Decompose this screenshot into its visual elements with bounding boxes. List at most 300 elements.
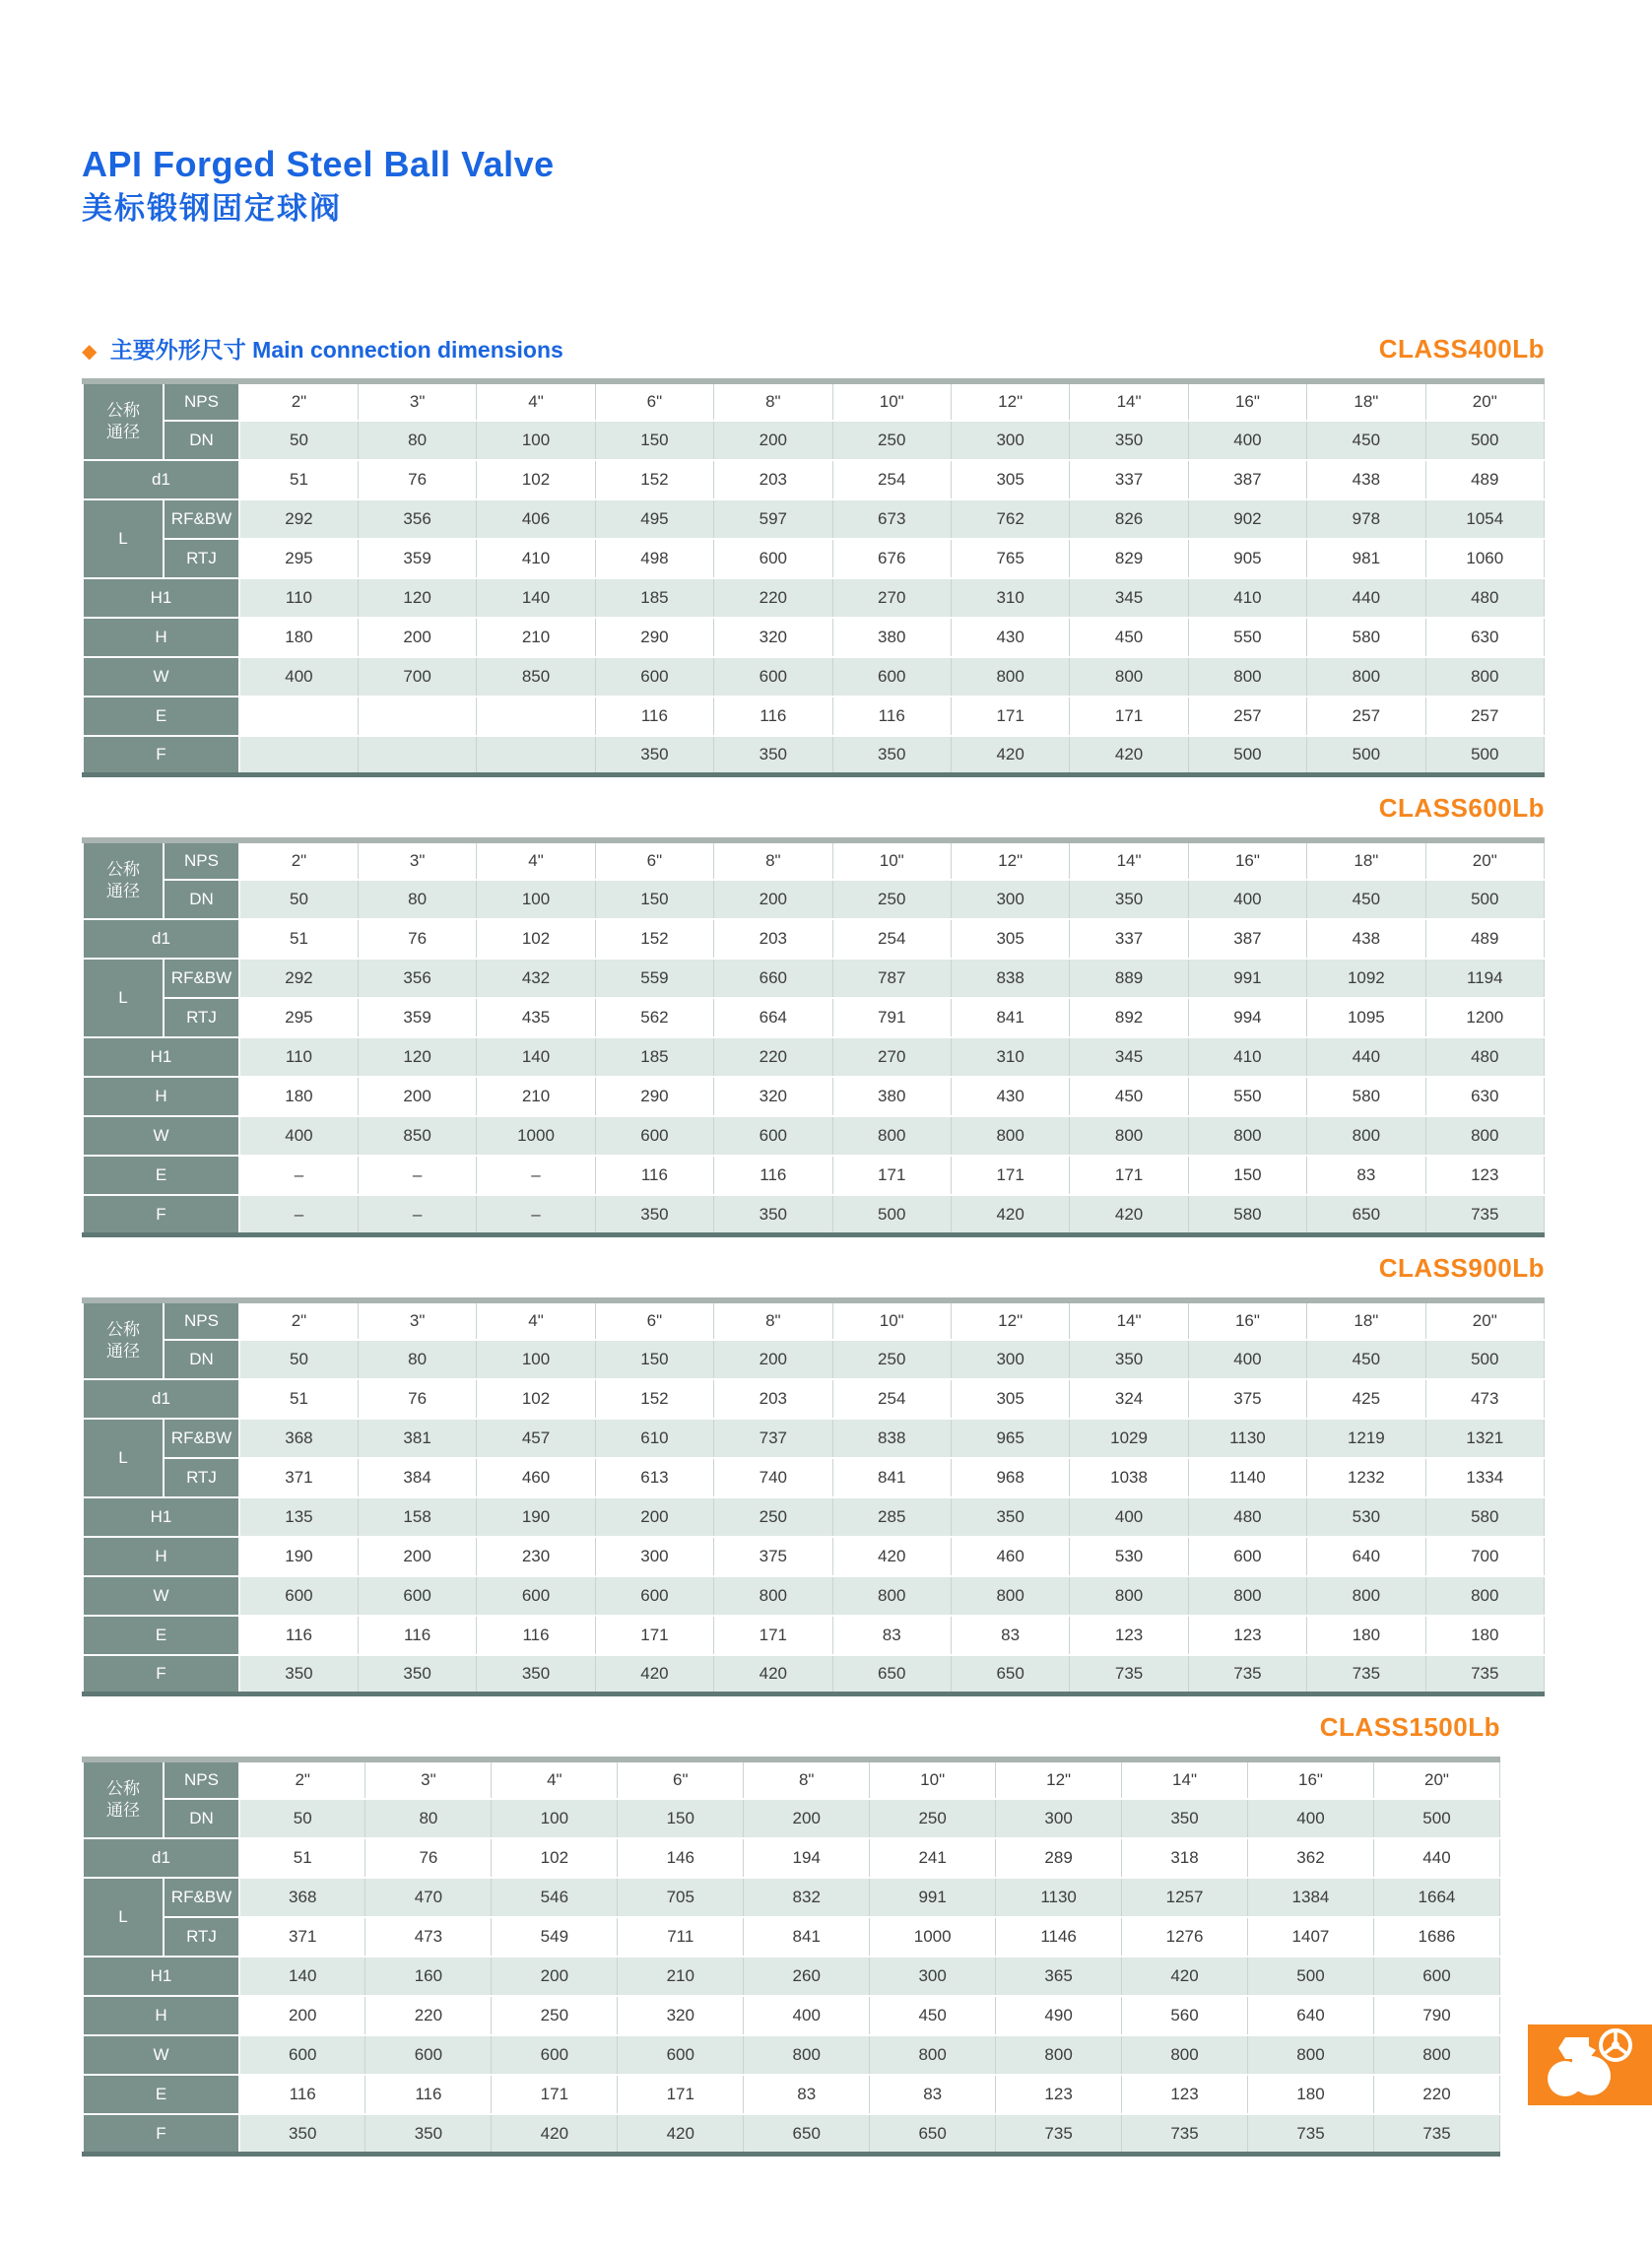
dim-cell: 102 — [477, 919, 595, 959]
dim-cell: 171 — [714, 1616, 832, 1655]
dim-cell: 1130 — [1188, 1419, 1306, 1458]
dim-cell: 600 — [832, 657, 951, 697]
dim-cell: 1000 — [477, 1116, 595, 1156]
table-row — [83, 959, 1545, 998]
dim-cell: 359 — [358, 539, 476, 578]
dim-cell: 203 — [714, 919, 832, 959]
dim-cell: 400 — [1070, 1497, 1188, 1537]
table-row — [83, 1957, 1500, 1996]
row-label-nominal-diameter: 公称 通径 — [83, 840, 164, 919]
row-label-h: H — [83, 618, 239, 657]
dim-cell: – — [239, 1195, 358, 1234]
row-label-h1: H1 — [83, 1037, 239, 1077]
dim-cell: 116 — [595, 697, 713, 736]
row-label-e: E — [83, 1616, 239, 1655]
dim-cell: 800 — [870, 2035, 996, 2075]
dim-cell: 76 — [358, 460, 476, 499]
dim-cell: 220 — [714, 1037, 832, 1077]
dim-cell: 800 — [1307, 657, 1425, 697]
dim-cell: 241 — [870, 1838, 996, 1878]
row-label-rf-bw: RF&BW — [164, 1878, 239, 1917]
dim-cell: 185 — [595, 1037, 713, 1077]
dim-cell: 800 — [951, 1576, 1069, 1616]
dim-cell: 500 — [832, 1195, 951, 1234]
table-row — [83, 1996, 1500, 2035]
dim-cell: 562 — [595, 998, 713, 1037]
dim-cell: 841 — [832, 1458, 951, 1497]
dim-cell: 2" — [239, 1300, 358, 1340]
table-row — [83, 1759, 1500, 1799]
dim-cell: 500 — [1248, 1957, 1374, 1996]
dim-cell: 991 — [870, 1878, 996, 1917]
dim-cell: 800 — [1070, 1116, 1188, 1156]
dim-cell: 300 — [870, 1957, 996, 1996]
dim-cell: 400 — [1188, 880, 1306, 919]
dim-cell: 400 — [744, 1996, 870, 2035]
table-row — [83, 840, 1545, 880]
dim-cell: 289 — [996, 1838, 1122, 1878]
dim-cell: 800 — [1248, 2035, 1374, 2075]
dim-cell: 200 — [714, 1340, 832, 1379]
page-title-chinese: 美标锻钢固定球阀 — [82, 190, 342, 226]
dim-cell: 200 — [239, 1996, 365, 2035]
dim-cell: 257 — [1307, 697, 1425, 736]
dim-cell: 320 — [618, 1996, 744, 2035]
dim-cell: 650 — [870, 2114, 996, 2154]
table-row — [83, 1379, 1545, 1419]
dim-cell: 100 — [477, 1340, 595, 1379]
dim-cell: 200 — [358, 1077, 476, 1116]
dim-cell: 51 — [239, 1379, 358, 1419]
dim-cell: 1232 — [1307, 1458, 1425, 1497]
dim-cell: 190 — [477, 1497, 595, 1537]
table-row — [83, 1655, 1545, 1694]
dim-cell: 140 — [239, 1957, 365, 1996]
dim-cell: 640 — [1307, 1537, 1425, 1576]
dim-cell: 180 — [1425, 1616, 1544, 1655]
dim-cell: 420 — [832, 1537, 951, 1576]
dim-cell: 460 — [951, 1537, 1069, 1576]
dim-cell: 800 — [1425, 657, 1544, 697]
row-label-l: L — [83, 499, 164, 578]
dim-cell: 324 — [1070, 1379, 1188, 1419]
dim-cell: 600 — [358, 1576, 476, 1616]
dim-cell: 14" — [1122, 1759, 1248, 1799]
dim-cell: 100 — [492, 1799, 618, 1838]
ball-valve-icon — [1528, 2025, 1652, 2105]
dim-cell: 387 — [1188, 460, 1306, 499]
dim-cell: 292 — [239, 499, 358, 539]
dim-cell: 1000 — [870, 1917, 996, 1957]
dim-cell: 8" — [714, 840, 832, 880]
row-label-rtj: RTJ — [164, 1917, 239, 1957]
dim-cell: 337 — [1070, 919, 1188, 959]
dim-cell: 150 — [595, 880, 713, 919]
dim-cell: 140 — [477, 1037, 595, 1077]
dim-cell: 123 — [996, 2075, 1122, 2114]
table-row — [83, 657, 1545, 697]
dim-cell: 800 — [744, 2035, 870, 2075]
dim-cell: 350 — [832, 736, 951, 775]
dim-cell: – — [358, 1195, 476, 1234]
dim-cell: 700 — [358, 657, 476, 697]
class-label-row — [82, 793, 1545, 824]
dim-cell: 580 — [1307, 1077, 1425, 1116]
dim-cell: 305 — [951, 460, 1069, 499]
dim-cell: 190 — [239, 1537, 358, 1576]
dim-cell: 116 — [714, 1156, 832, 1195]
dim-cell: 735 — [1188, 1655, 1306, 1694]
table-row — [83, 618, 1545, 657]
dim-cell: 420 — [951, 736, 1069, 775]
dim-cell: 902 — [1188, 499, 1306, 539]
dim-cell: 210 — [477, 618, 595, 657]
dim-cell: 350 — [358, 1655, 476, 1694]
dim-cell: 51 — [239, 1838, 365, 1878]
dim-cell: 457 — [477, 1419, 595, 1458]
dim-cell: 210 — [477, 1077, 595, 1116]
table-row — [83, 1300, 1545, 1340]
dim-cell: – — [358, 1156, 476, 1195]
table-row — [83, 499, 1545, 539]
dim-cell: 102 — [492, 1838, 618, 1878]
dim-cell: 150 — [595, 421, 713, 460]
dim-cell: 171 — [832, 1156, 951, 1195]
dim-cell: 368 — [239, 1878, 365, 1917]
dim-cell: 12" — [951, 381, 1069, 421]
dim-cell: 600 — [1373, 1957, 1499, 1996]
dim-cell: 650 — [951, 1655, 1069, 1694]
dim-cell: 368 — [239, 1419, 358, 1458]
dim-cell: 438 — [1307, 460, 1425, 499]
dim-cell: 310 — [951, 578, 1069, 618]
dimensions-table-class900 — [82, 1297, 1545, 1697]
dim-cell: 384 — [358, 1458, 476, 1497]
dim-cell: 600 — [595, 1576, 713, 1616]
dim-cell: 290 — [595, 1077, 713, 1116]
dim-cell: 600 — [595, 657, 713, 697]
class-label-row — [82, 1253, 1545, 1284]
dim-cell: 18" — [1307, 840, 1425, 880]
dim-cell: 380 — [832, 618, 951, 657]
dim-cell: 20" — [1425, 381, 1544, 421]
dim-cell: 480 — [1188, 1497, 1306, 1537]
section-header — [82, 332, 1545, 365]
row-label-l: L — [83, 1419, 164, 1497]
dim-cell: 185 — [595, 578, 713, 618]
diamond-icon: ◆ — [82, 340, 98, 363]
dim-cell: 50 — [239, 1340, 358, 1379]
dim-cell: 850 — [358, 1116, 476, 1156]
dim-cell: 500 — [1425, 1340, 1544, 1379]
dim-cell: 220 — [714, 578, 832, 618]
dim-cell: 80 — [358, 880, 476, 919]
table-row — [83, 1838, 1500, 1878]
table-row — [83, 1340, 1545, 1379]
dim-cell: 800 — [714, 1576, 832, 1616]
dim-cell: 4" — [492, 1759, 618, 1799]
dim-cell: 80 — [358, 421, 476, 460]
dim-cell: 350 — [239, 1655, 358, 1694]
dim-cell: 365 — [996, 1957, 1122, 1996]
row-label-h: H — [83, 1077, 239, 1116]
dim-cell: 102 — [477, 460, 595, 499]
dim-cell: 250 — [832, 880, 951, 919]
dim-cell: 310 — [951, 1037, 1069, 1077]
row-label-l: L — [83, 959, 164, 1037]
dim-cell: 290 — [595, 618, 713, 657]
dim-cell: 387 — [1188, 919, 1306, 959]
dim-cell: 16" — [1248, 1759, 1374, 1799]
dim-cell: 203 — [714, 1379, 832, 1419]
table-row — [83, 697, 1545, 736]
dim-cell: 123 — [1122, 2075, 1248, 2114]
dim-cell: 489 — [1425, 460, 1544, 499]
dim-cell: 800 — [996, 2035, 1122, 2075]
dim-cell: 400 — [239, 657, 358, 697]
dim-cell: 116 — [595, 1156, 713, 1195]
dim-cell: 580 — [1307, 618, 1425, 657]
dim-cell: 375 — [1188, 1379, 1306, 1419]
dim-cell: 200 — [492, 1957, 618, 1996]
dim-cell: 356 — [358, 499, 476, 539]
dim-cell: 10" — [832, 1300, 951, 1340]
dim-cell: 50 — [239, 1799, 365, 1838]
dim-cell: 1092 — [1307, 959, 1425, 998]
row-label-h1: H1 — [83, 578, 239, 618]
dim-cell: 171 — [492, 2075, 618, 2114]
dim-cell: 250 — [714, 1497, 832, 1537]
dim-cell: 4" — [477, 1300, 595, 1340]
dim-cell: 18" — [1307, 1300, 1425, 1340]
dim-cell: 430 — [951, 1077, 1069, 1116]
dim-cell: 580 — [1188, 1195, 1306, 1234]
dim-cell: 440 — [1373, 1838, 1499, 1878]
dim-cell: 3" — [358, 381, 476, 421]
dim-cell: 8" — [714, 381, 832, 421]
dim-cell: 1200 — [1425, 998, 1544, 1037]
dim-cell: 171 — [1070, 1156, 1188, 1195]
dim-cell: 356 — [358, 959, 476, 998]
dim-cell: 250 — [832, 1340, 951, 1379]
dim-cell: 6" — [595, 1300, 713, 1340]
dim-cell: 420 — [1070, 1195, 1188, 1234]
dim-cell: 489 — [1425, 919, 1544, 959]
dim-cell: 350 — [714, 736, 832, 775]
dim-cell: 110 — [239, 1037, 358, 1077]
dim-cell: 480 — [1425, 578, 1544, 618]
dim-cell: 300 — [951, 880, 1069, 919]
dim-cell: 350 — [239, 2114, 365, 2154]
dim-cell — [358, 736, 476, 775]
dim-cell: 123 — [1070, 1616, 1188, 1655]
dim-cell: 630 — [1425, 618, 1544, 657]
dim-cell: 350 — [595, 736, 713, 775]
dim-cell: 420 — [951, 1195, 1069, 1234]
dim-cell: 705 — [618, 1878, 744, 1917]
row-label-h: H — [83, 1996, 239, 2035]
dim-cell: 762 — [951, 499, 1069, 539]
dim-cell: 1029 — [1070, 1419, 1188, 1458]
dim-cell: 14" — [1070, 840, 1188, 880]
table-row — [83, 539, 1545, 578]
dim-cell: 498 — [595, 539, 713, 578]
dim-cell: 16" — [1188, 381, 1306, 421]
dim-cell: 800 — [1070, 1576, 1188, 1616]
dim-cell: 381 — [358, 1419, 476, 1458]
dim-cell: 6" — [618, 1759, 744, 1799]
dim-cell: 580 — [1425, 1497, 1544, 1537]
dim-cell: 51 — [239, 460, 358, 499]
dim-cell: 337 — [1070, 460, 1188, 499]
dim-cell: 320 — [714, 1077, 832, 1116]
dim-cell: 4" — [477, 840, 595, 880]
dim-cell: 790 — [1373, 1996, 1499, 2035]
dim-cell: 410 — [1188, 1037, 1306, 1077]
dim-cell: 600 — [365, 2035, 492, 2075]
dim-cell: 981 — [1307, 539, 1425, 578]
dim-cell: 400 — [1188, 421, 1306, 460]
row-label-dn: DN — [164, 880, 239, 919]
dim-cell: 791 — [832, 998, 951, 1037]
dim-cell: 1054 — [1425, 499, 1544, 539]
dim-cell: 735 — [1373, 2114, 1499, 2154]
row-label-nominal-diameter: 公称 通径 — [83, 1300, 164, 1379]
dim-cell: 965 — [951, 1419, 1069, 1458]
row-label-e: E — [83, 1156, 239, 1195]
dim-cell: 560 — [1122, 1996, 1248, 2035]
dim-cell: 450 — [1307, 880, 1425, 919]
dim-cell: 200 — [714, 421, 832, 460]
dim-cell: 83 — [951, 1616, 1069, 1655]
dim-cell: 826 — [1070, 499, 1188, 539]
dim-cell: 250 — [832, 421, 951, 460]
dim-cell: 473 — [365, 1917, 492, 1957]
dim-cell: 740 — [714, 1458, 832, 1497]
dim-cell: 12" — [951, 1300, 1069, 1340]
dim-cell: 359 — [358, 998, 476, 1037]
row-label-nominal-diameter: 公称 通径 — [83, 381, 164, 460]
row-label-dn: DN — [164, 1799, 239, 1838]
dim-cell: 171 — [1070, 697, 1188, 736]
dim-cell: 490 — [996, 1996, 1122, 2035]
dim-cell: 100 — [477, 421, 595, 460]
dim-cell: 285 — [832, 1497, 951, 1537]
dim-cell: 420 — [595, 1655, 713, 1694]
row-label-h: H — [83, 1537, 239, 1576]
section-title-en: Main connection dimensions — [252, 336, 563, 363]
row-label-w: W — [83, 657, 239, 697]
dim-cell: 838 — [832, 1419, 951, 1458]
dim-cell: 3" — [358, 1300, 476, 1340]
dim-cell: 171 — [595, 1616, 713, 1655]
dim-cell: 600 — [595, 1116, 713, 1156]
row-label-d1: d1 — [83, 460, 239, 499]
dim-cell: 135 — [239, 1497, 358, 1537]
row-label-nps: NPS — [164, 840, 239, 880]
dim-cell: 841 — [744, 1917, 870, 1957]
dim-cell: 6" — [595, 381, 713, 421]
dim-cell: 318 — [1122, 1838, 1248, 1878]
dim-cell: 345 — [1070, 578, 1188, 618]
row-label-f: F — [83, 1655, 239, 1694]
dim-cell: 371 — [239, 1917, 365, 1957]
dim-cell: 14" — [1070, 1300, 1188, 1340]
page-title: API Forged Steel Ball Valve — [82, 144, 555, 184]
row-label-rf-bw: RF&BW — [164, 499, 239, 539]
table-row — [83, 1616, 1545, 1655]
dim-cell: 800 — [951, 657, 1069, 697]
row-label-e: E — [83, 697, 239, 736]
dim-cell: 51 — [239, 919, 358, 959]
dim-cell: 171 — [951, 697, 1069, 736]
dim-cell: 1276 — [1122, 1917, 1248, 1957]
dim-cell: 470 — [365, 1878, 492, 1917]
dim-cell: 495 — [595, 499, 713, 539]
dim-cell: 200 — [714, 880, 832, 919]
dim-cell: 180 — [1307, 1616, 1425, 1655]
dim-cell: 257 — [1188, 697, 1306, 736]
dim-cell: 600 — [618, 2035, 744, 2075]
dim-cell: 420 — [492, 2114, 618, 2154]
dim-cell: 83 — [832, 1616, 951, 1655]
class-label-900: CLASS900Lb — [1378, 1252, 1545, 1283]
dim-cell: 460 — [477, 1458, 595, 1497]
dim-cell: 150 — [595, 1340, 713, 1379]
dim-cell: 430 — [951, 618, 1069, 657]
row-label-d1: d1 — [83, 1379, 239, 1419]
dim-cell: 180 — [239, 618, 358, 657]
dim-cell: 892 — [1070, 998, 1188, 1037]
dim-cell: 425 — [1307, 1379, 1425, 1419]
dim-cell: 1095 — [1307, 998, 1425, 1037]
dim-cell: 180 — [1248, 2075, 1374, 2114]
dim-cell: 1257 — [1122, 1878, 1248, 1917]
dim-cell: 116 — [239, 1616, 358, 1655]
dim-cell: 295 — [239, 539, 358, 578]
dim-cell: 171 — [951, 1156, 1069, 1195]
dim-cell: 800 — [1188, 1116, 1306, 1156]
dim-cell: 3" — [365, 1759, 492, 1799]
dim-cell: 600 — [239, 2035, 365, 2075]
row-label-w: W — [83, 1576, 239, 1616]
table-row — [83, 1537, 1545, 1576]
dim-cell: 550 — [1188, 1077, 1306, 1116]
class-label-600: CLASS600Lb — [1378, 793, 1545, 824]
dim-cell: 735 — [1070, 1655, 1188, 1694]
dim-cell: 610 — [595, 1419, 713, 1458]
dim-cell: 20" — [1425, 840, 1544, 880]
table-row — [83, 1195, 1545, 1234]
dim-cell: 905 — [1188, 539, 1306, 578]
dim-cell: 1038 — [1070, 1458, 1188, 1497]
dim-cell: 12" — [996, 1759, 1122, 1799]
row-label-dn: DN — [164, 421, 239, 460]
dim-cell: 600 — [239, 1576, 358, 1616]
dim-cell: 473 — [1425, 1379, 1544, 1419]
dim-cell: 152 — [595, 460, 713, 499]
dim-cell: 8" — [744, 1759, 870, 1799]
dim-cell: 350 — [365, 2114, 492, 2154]
row-label-w: W — [83, 2035, 239, 2075]
table-row — [83, 1799, 1500, 1838]
table-row — [83, 880, 1545, 919]
dim-cell: 200 — [358, 618, 476, 657]
dim-cell: 410 — [477, 539, 595, 578]
table-row — [83, 1077, 1545, 1116]
dim-cell: 140 — [477, 578, 595, 618]
dim-cell — [358, 697, 476, 736]
